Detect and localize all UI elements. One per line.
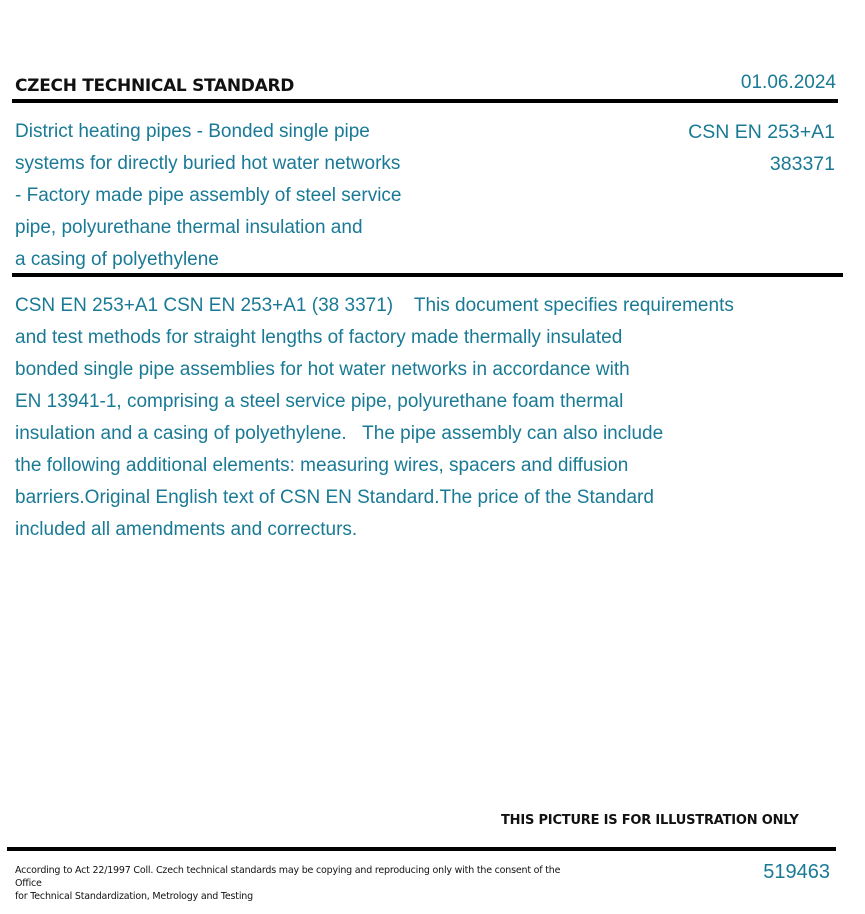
- description-line: barriers.Original English text of CSN EN Standard.The price of the Standard: [15, 487, 654, 508]
- title-line: pipe, polyurethane thermal insulation and: [15, 217, 363, 238]
- description-line: EN 13941-1, comprising a steel service pipe, polyurethane foam thermal: [15, 391, 624, 412]
- title-line: - Factory made pipe assembly of steel service: [15, 185, 402, 206]
- notice-line: for Technical Standardization, Metrology and Testing: [15, 891, 253, 902]
- copyright-notice: [15, 864, 575, 903]
- illustration-disclaimer: THIS PICTURE IS FOR ILLUSTRATION ONLY: [501, 813, 799, 828]
- catalog-number: 519463: [763, 861, 830, 883]
- description-line: included all amendments and correcturs.: [15, 519, 358, 540]
- header-rule: [12, 99, 838, 103]
- classification-number: 383371: [769, 153, 835, 175]
- standard-code: [688, 116, 835, 180]
- notice-line: According to Act 22/1997 Coll. Czech technical standards may be copying and reproducing only with the consent of the Office: [15, 865, 561, 889]
- title-line: a casing of polyethylene: [15, 249, 219, 270]
- description-line: the following additional elements: measuring wires, spacers and diffusion: [15, 455, 629, 476]
- description-line: bonded single pipe assemblies for hot water networks in accordance with: [15, 359, 630, 380]
- standard-description: [15, 290, 835, 546]
- description-line: CSN EN 253+A1 CSN EN 253+A1 (38 3371) This document specifies requirements: [15, 295, 734, 316]
- title-line: District heating pipes - Bonded single pipe: [15, 121, 370, 142]
- publication-date: 01.06.2024: [740, 72, 836, 93]
- title-rule: [12, 273, 843, 277]
- document-type-label: CZECH TECHNICAL STANDARD: [15, 76, 295, 96]
- standard-title: [15, 116, 465, 276]
- title-line: systems for directly buried hot water networks: [15, 153, 401, 174]
- description-line: and test methods for straight lengths of factory made thermally insulated: [15, 327, 623, 348]
- standard-designation: CSN EN 253+A1: [688, 121, 835, 143]
- footer-rule: [7, 847, 836, 851]
- description-line: insulation and a casing of polyethylene. The pipe assembly can also include: [15, 423, 664, 444]
